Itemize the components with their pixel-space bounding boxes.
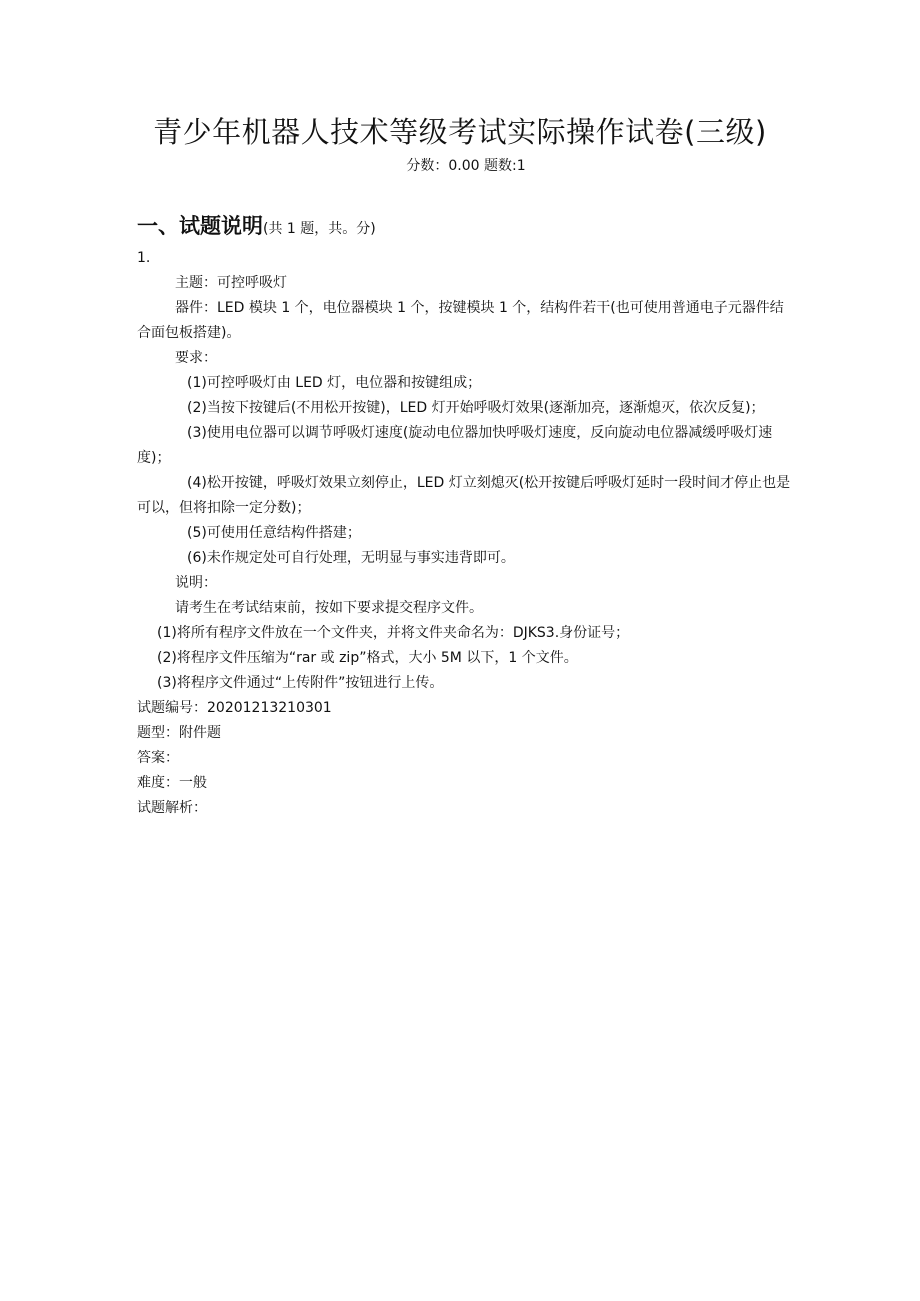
question-topic: 主题：可控呼吸灯 — [175, 275, 287, 291]
section-heading-sub: (共 1 题，共。分) — [263, 221, 376, 237]
requirement-item: (5)可使用任意结构件搭建； — [187, 525, 361, 541]
question-difficulty: 难度：一般 — [137, 775, 207, 791]
notes-label: 说明： — [175, 575, 217, 591]
requirement-item: (2)当按下按键后(不用松开按键)，LED 灯开始呼吸灯效果(逐渐加亮，逐渐熄灭，依次反复)； — [187, 400, 765, 416]
notes-intro: 请考生在考试结束前，按如下要求提交程序文件。 — [175, 600, 483, 616]
question-analysis: 试题解析： — [137, 800, 207, 816]
section-heading — [137, 210, 376, 245]
question-number: 1. — [137, 250, 151, 266]
score-count-line: 分数：0.00 题数:1 — [406, 158, 526, 174]
question-type: 题型：附件题 — [137, 725, 221, 741]
note-item: (1)将所有程序文件放在一个文件夹，并将文件夹命名为：DJKS3.身份证号； — [157, 625, 630, 641]
requirement-item: (3)使用电位器可以调节呼吸灯速度(旋动电位器加快呼吸灯速度，反向旋动电位器减缓呼吸灯速度)； — [137, 425, 773, 466]
note-item: (2)将程序文件压缩为“rar 或 zip”格式，大小 5M 以下，1 个文件。 — [157, 650, 578, 666]
question-content — [137, 246, 793, 821]
note-item: (3)将程序文件通过“上传附件”按钮进行上传。 — [157, 675, 444, 691]
requirement-item: (6)未作规定处可自行处理，无明显与事实违背即可。 — [187, 550, 515, 566]
requirements-label: 要求： — [175, 350, 217, 366]
requirement-item: (1)可控呼吸灯由 LED 灯，电位器和按键组成； — [187, 375, 482, 391]
requirement-item: (4)松开按键，呼吸灯效果立刻停止，LED 灯立刻熄灭(松开按键后呼吸灯延时一段时间才停止也是可以，但将扣除一定分数)； — [137, 475, 791, 516]
document-title: 青少年机器人技术等级考试实际操作试卷(三级) — [153, 115, 767, 149]
question-answer: 答案： — [137, 750, 179, 766]
question-parts: 器件：LED 模块 1 个，电位器模块 1 个，按键模块 1 个，结构件若干(也可使用普通电子元器件结合面包板搭建)。 — [137, 300, 784, 341]
section-heading-text: 一、试题说明 — [137, 214, 263, 238]
question-id: 试题编号：20201213210301 — [137, 700, 332, 716]
